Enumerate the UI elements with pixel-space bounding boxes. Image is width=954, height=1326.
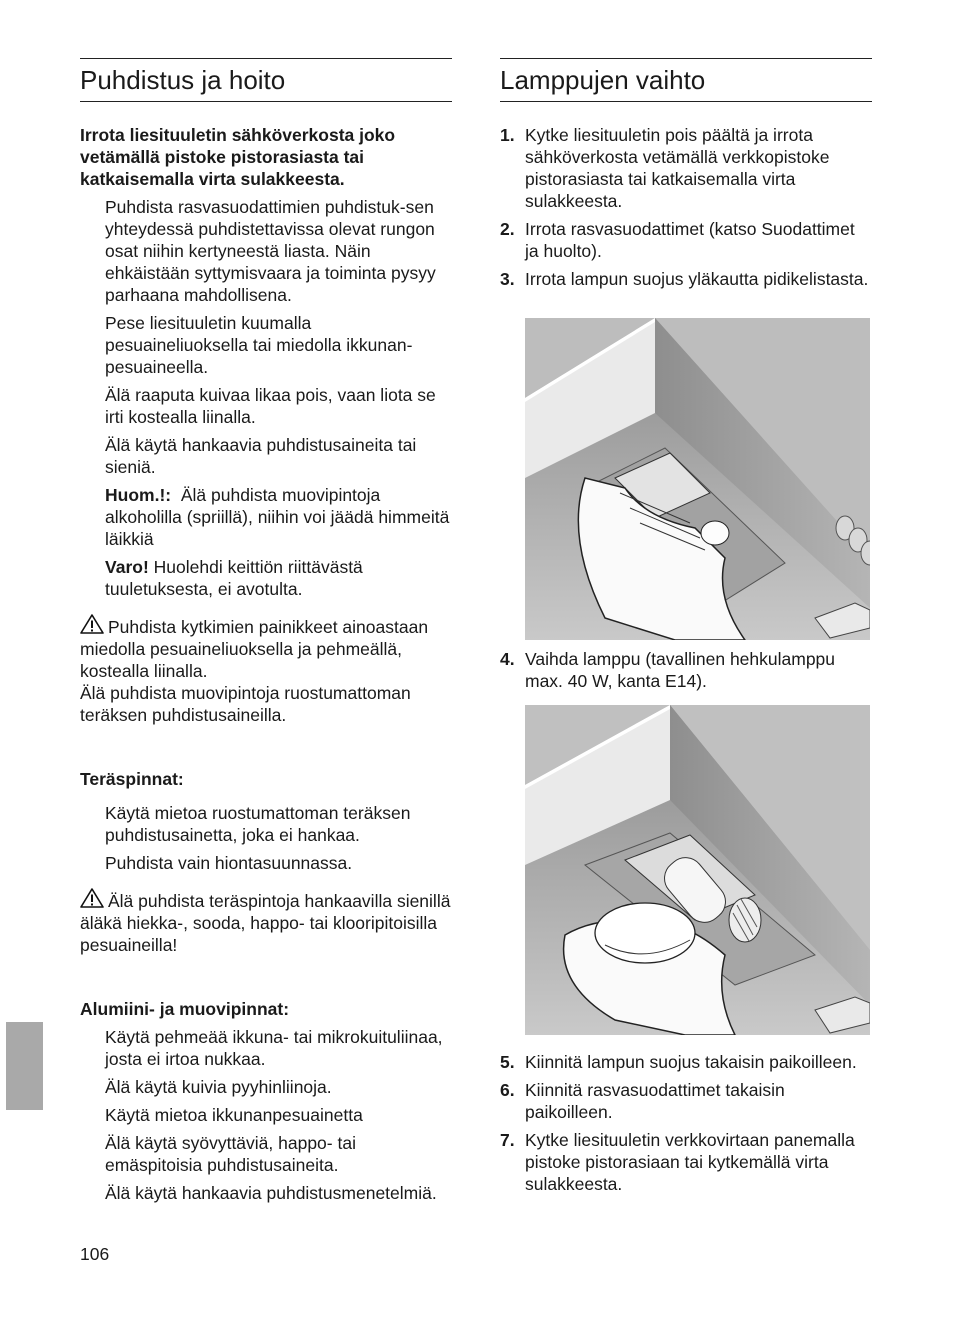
note-paragraph <box>80 484 452 550</box>
step-number: 4. <box>500 649 515 669</box>
steps-list-top <box>500 124 872 290</box>
step-7 <box>500 1129 872 1195</box>
lamp-heading: Lamppujen vaihto <box>500 58 872 102</box>
chapter-tab-marker <box>6 1022 43 1110</box>
cleaning-heading: Puhdistus ja hoito <box>80 58 452 102</box>
aluminium-item: Älä käytä hankaavia puhdistusmenetelmiä. <box>105 1183 437 1203</box>
step-3 <box>500 268 872 290</box>
step-text: Kiinnitä lampun suojus takaisin paikoilleen. <box>525 1052 857 1072</box>
caution-text: Huolehdi keittiön riittävästä tuuletuksesta, ei avotulta. <box>105 557 363 599</box>
warning-text: Puhdista kytkimien painikkeet ainoastaan miedolla pesuaineliuoksella ja pehmeällä, kostealla liinalla. <box>80 617 429 681</box>
aluminium-item: Älä käytä kuivia pyyhinliinoja. <box>105 1077 332 1097</box>
warning-block-buttons <box>80 614 452 726</box>
cleaning-paragraph: Älä käytä hankaavia puhdistusaineita tai sieniä. <box>105 435 417 477</box>
aluminium-item: Älä käytä syövyttäviä, happo- tai emäspitoisia puhdistusaineita. <box>105 1133 356 1175</box>
warning-block-steel <box>80 888 452 956</box>
step-text: Irrota rasvasuodattimet (katso Suodattimet ja huolto). <box>525 219 855 261</box>
caution-paragraph <box>80 556 452 600</box>
step-number: 5. <box>500 1052 515 1072</box>
page-number: 106 <box>80 1244 110 1264</box>
illustration-remove-lamp-cover <box>525 318 870 640</box>
step-text: Irrota lampun suojus yläkautta pidikelistasta. <box>525 269 869 289</box>
step-4 <box>500 648 872 692</box>
lamp-section <box>500 58 872 296</box>
steel-item: Käytä mietoa ruostumattoman teräksen puhdistusainetta, joka ei hankaa. <box>105 803 411 845</box>
step-1 <box>500 124 872 212</box>
note-label: Huom.!: <box>105 485 172 505</box>
cleaning-paragraph: Älä raaputa kuivaa likaa pois, vaan liota se irti kostealla liinalla. <box>105 385 436 427</box>
step-text: Vaihda lamppu (tavallinen hehkulamppu max. 40 W, kanta E14). <box>525 649 836 691</box>
aluminium-heading: Alumiini- ja muovipinnat: <box>80 999 290 1019</box>
illustration-change-bulb <box>525 705 870 1035</box>
step-number: 1. <box>500 125 515 145</box>
step-number: 3. <box>500 269 515 289</box>
warning-triangle-icon <box>80 888 104 908</box>
warning-text: Älä puhdista muovipintoja ruostumattoman teräksen puhdistusaineilla. <box>80 683 411 725</box>
step-text: Kytke liesituuletin pois päältä ja irrota sähköverkosta vetämällä verkkopistoke pistorasiasta tai katkaisemalla virta sulakkeesta. <box>525 125 830 211</box>
cleaning-paragraph: Puhdista rasvasuodattimien puhdistuk-sen yhteydessä puhdistettavissa olevat rungon osat niihin kertyneestä liasta. Näin ehkäistään syttymisvaara ja toiminta pysyy parhaana mahdollisena. <box>105 197 436 305</box>
warning-text: Älä puhdista teräspintoja hankaavilla sienillä äläkä hiekka-, sooda, happo- tai klooripitoisilla pesuaineilla! <box>80 891 451 955</box>
step-number: 7. <box>500 1130 515 1150</box>
warning-triangle-icon <box>80 614 104 634</box>
step-text: Kytke liesituuletin verkkovirtaan panemalla pistoke pistorasiaan tai kytkemällä virta sulakkeesta. <box>525 1130 855 1194</box>
step-6 <box>500 1079 872 1123</box>
steel-item: Puhdista vain hiontasuunnassa. <box>105 853 353 873</box>
cleaning-paragraph: Pese liesituuletin kuumalla pesuaineliuoksella tai miedolla ikkunan-pesuaineella. <box>105 313 413 377</box>
cleaning-section <box>80 58 452 1210</box>
steel-heading: Teräspinnat: <box>80 769 184 789</box>
step-text: Kiinnitä rasvasuodattimet takaisin paikoilleen. <box>525 1080 785 1122</box>
aluminium-item: Käytä mietoa ikkunanpesuainetta <box>105 1105 363 1125</box>
caution-label: Varo! <box>105 557 149 577</box>
aluminium-item: Käytä pehmeää ikkuna- tai mikrokuituliinaa, josta ei irtoa nukkaa. <box>105 1027 443 1069</box>
disconnect-instruction: Irrota liesituuletin sähköverkosta joko vetämällä pistoke pistorasiasta tai katkaisemalla virta sulakkeesta. <box>80 125 396 189</box>
step-5 <box>500 1051 872 1073</box>
step-number: 2. <box>500 219 515 239</box>
steps-list-middle <box>500 648 872 698</box>
steps-list-bottom <box>500 1051 872 1201</box>
step-number: 6. <box>500 1080 515 1100</box>
note-text: Älä puhdista muovipintoja alkoholilla (spriillä), niihin voi jäädä himmeitä läikkiä <box>105 485 450 549</box>
step-2 <box>500 218 872 262</box>
